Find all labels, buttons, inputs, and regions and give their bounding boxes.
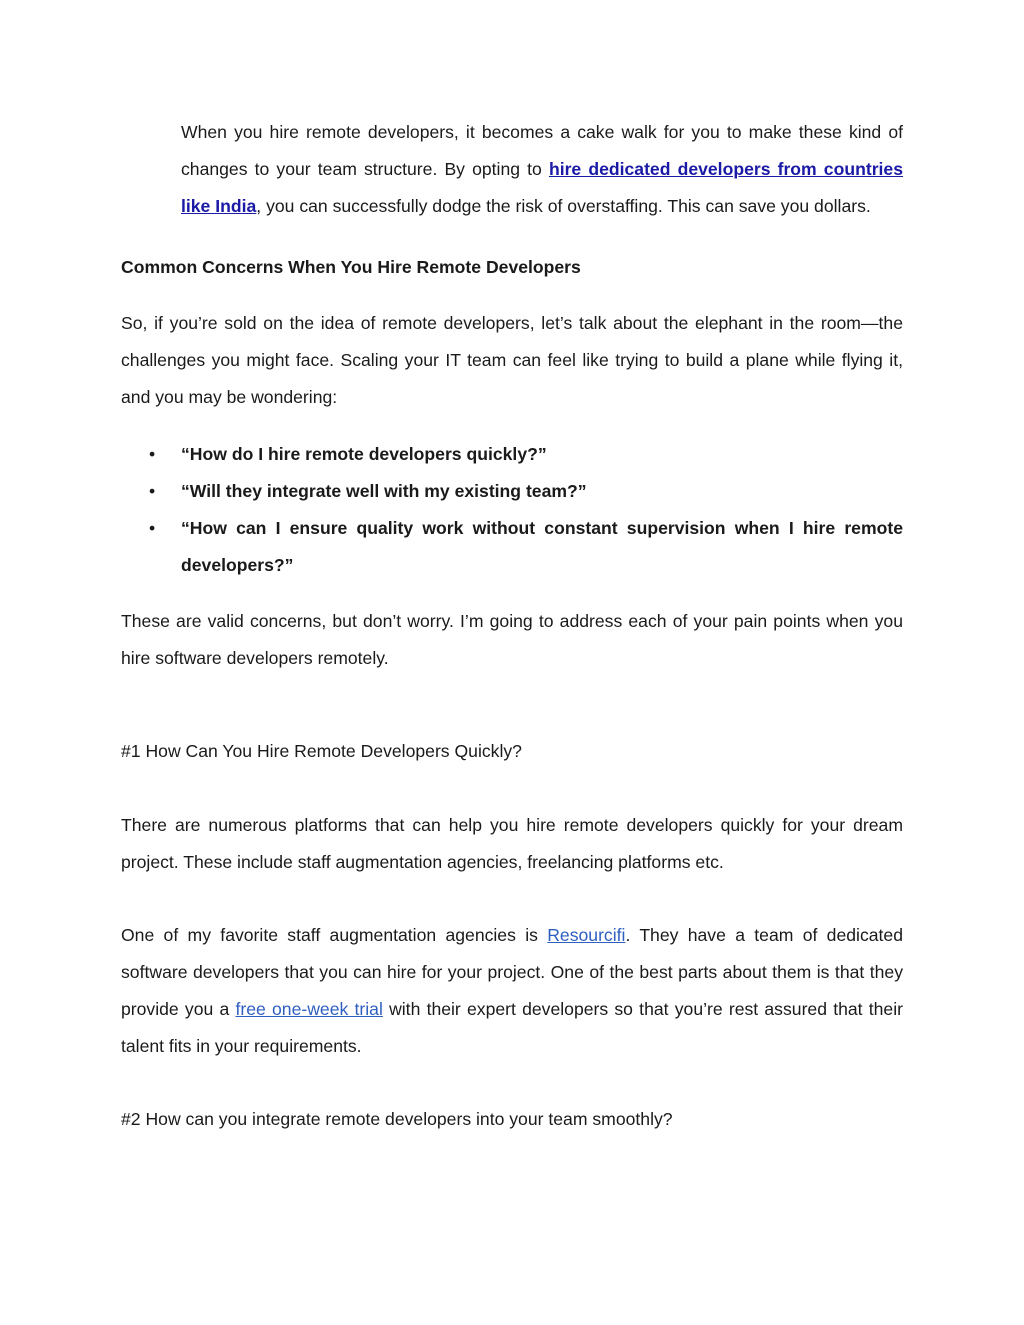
section1-heading: #1 How Can You Hire Remote Developers Quickly? <box>121 741 522 761</box>
section2-heading: #2 How can you integrate remote developers into your team smoothly? <box>121 1109 673 1129</box>
hire-dedicated-developers-link[interactable]: hire dedicated developers from countries like India <box>181 159 904 216</box>
para2-text-end: with their expert developers so that you’re rest assured that their talent fits in your requirements. <box>121 999 903 1056</box>
free-trial-link[interactable]: free one-week trial <box>235 999 383 1019</box>
concerns-heading: Common Concerns When You Hire Remote Developers <box>121 257 581 277</box>
bullet-text: “How do I hire remote developers quickly?” <box>181 444 547 464</box>
bullet-icon: • <box>149 518 156 538</box>
list-item <box>121 436 903 473</box>
bullet-icon: • <box>149 481 156 501</box>
intro-text-end: , you can successfully dodge the risk of overstaffing. This can save you dollars. <box>256 196 871 216</box>
intro-text-start: When you hire remote developers, it becomes a cake walk for you to make these kind of changes to your team structure. By opting to <box>181 122 903 179</box>
bullet-text: “Will they integrate well with my existing team?” <box>181 481 587 501</box>
list-item <box>121 473 903 510</box>
bullet-text: “How can I ensure quality work without constant supervision when I hire remote developers?” <box>181 518 903 575</box>
concerns-bullet-list <box>121 436 903 584</box>
concerns-outro-paragraph: These are valid concerns, but don’t worry. I’m going to address each of your pain points when you hire software developers remotely. <box>121 611 903 668</box>
resourcifi-link[interactable]: Resourcifi <box>547 925 626 945</box>
para2-text-start: One of my favorite staff augmentation agencies is <box>121 925 548 945</box>
list-item <box>121 510 903 584</box>
para2-text-middle: . They have a team of dedicated software developers that you can hire for your project. One of the best parts about them is that they provide you a <box>121 925 903 1019</box>
bullet-icon: • <box>149 444 156 464</box>
intro-paragraph <box>181 114 903 225</box>
concerns-intro-paragraph: So, if you’re sold on the idea of remote developers, let’s talk about the elephant in the room—the challenges you might face. Scaling your IT team can feel like trying to build a plane while flying it, and you may be wondering: <box>121 313 903 407</box>
section1-paragraph1: There are numerous platforms that can help you hire remote developers quickly for your dream project. These include staff augmentation agencies, freelancing platforms etc. <box>121 815 903 872</box>
section1-paragraph2 <box>121 917 903 1065</box>
